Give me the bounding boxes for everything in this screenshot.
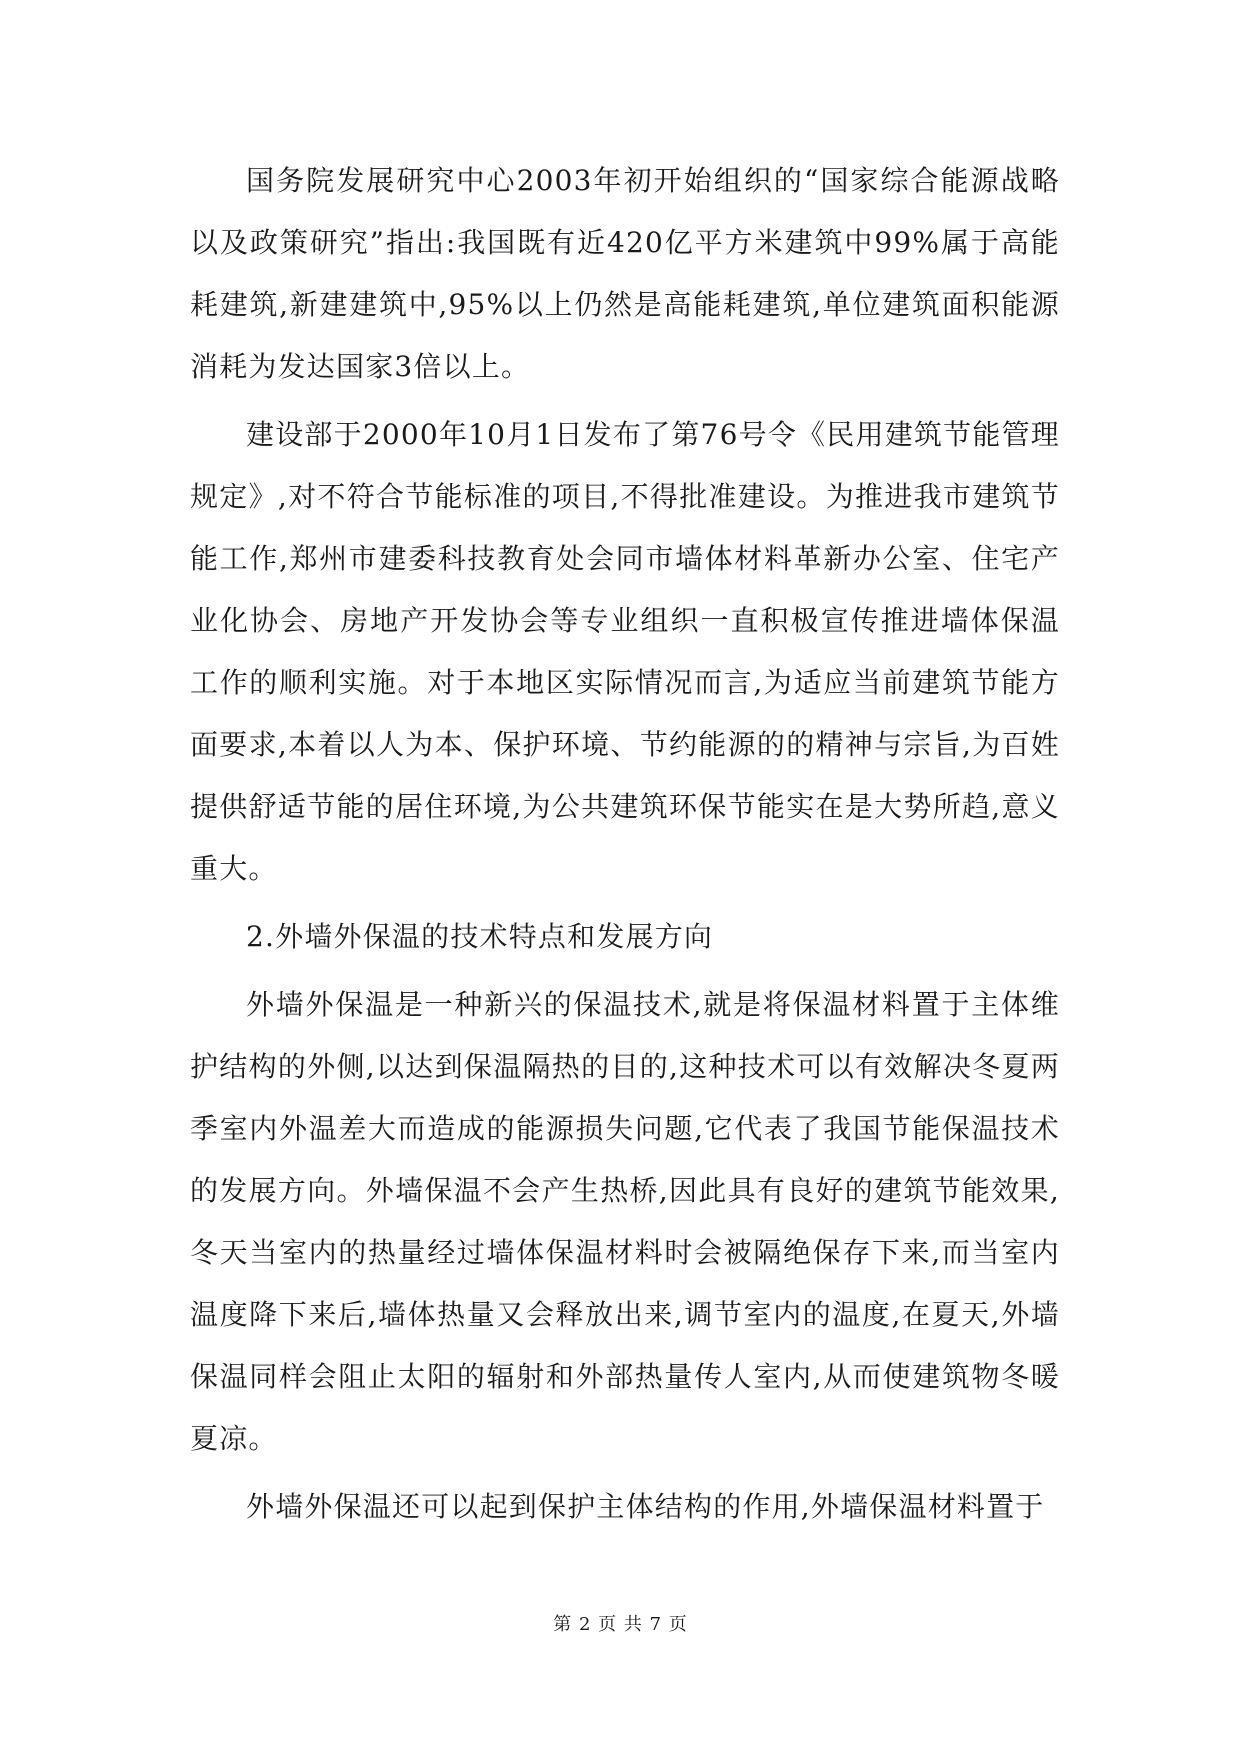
paragraph-insulation-technology: 外墙外保温是一种新兴的保温技术,就是将保温材料置于主体维护结构的外侧,以达到保温隔热的目的,这种技术可以有效解决冬夏两季室内外温差大而造成的能源损失问题,它代表了我国节能保温技术的发展方向。外墙保温不会产生热桥,因此具有良好的建筑节能效果,冬天当室内的热量经过墙体保温材料时会被隔绝保存下来,而当室内温度降下来后,墙体热量又会释放出来,调节室内的温度,在夏天,外墙保温同样会阻止太阳的辐射和外部热量传人室内,从而使建筑物冬暖夏凉。 — [190, 988, 1060, 1455]
paragraph-energy-policy: 国务院发展研究中心2003年初开始组织的“国家综合能源战略以及政策研究”指出:我国既有近420亿平方米建筑中99%属于高能耗建筑,新建建筑中,95%以上仍然是高能耗建筑,单位建筑面积能源消耗为发达国家3倍以上。 — [190, 164, 1060, 383]
page-number-footer: 第 2 页 共 7 页 — [553, 1614, 688, 1635]
paragraph-structure-protection: 外墙外保温还可以起到保护主体结构的作用,外墙保温材料置于 — [246, 1490, 1045, 1523]
paragraph-ministry-regulation: 建设部于2000年10月1日发布了第76号令《民用建筑节能管理规定》,对不符合节能标准的项目,不得批准建设。为推进我市建筑节能工作,郑州市建委科技教育处会同市墙体材料革新办公室、住宅产业化协会、房地产开发协会等专业组织一直积极宣传推进墙体保温工作的顺利实施。对于本地区实际情况而言,为适应当前建筑节能方面要求,本着以人为本、保护环境、节约能源的的精神与宗旨,为百姓提供舒适节能的居住环境,为公共建筑环保节能实在是大势所趋,意义重大。 — [190, 418, 1060, 885]
document-body — [190, 150, 1060, 1544]
section-heading: 2.外墙外保温的技术特点和发展方向 — [246, 920, 714, 953]
